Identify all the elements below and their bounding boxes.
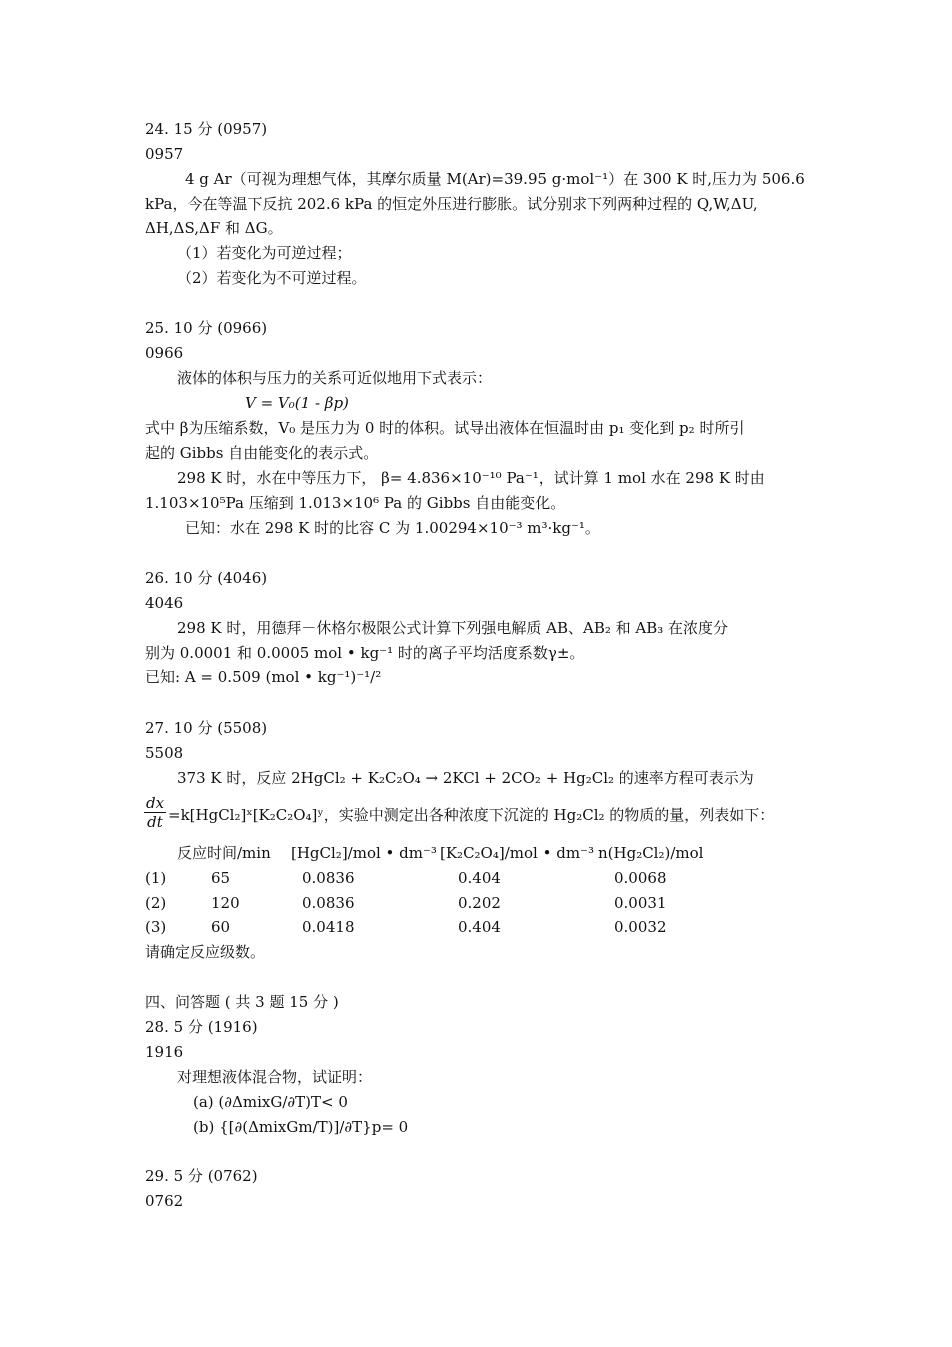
q28-code: 1916 [145,1043,184,1061]
q29-code: 0762 [145,1192,184,1210]
q24-heading: 24. 15 分 (0957) [145,120,268,138]
rate-fraction-denominator: dt [147,813,163,831]
table-row-1-n: 0.0068 [614,869,667,887]
q25-line-3: 起的 Gibbs 自由能变化的表示式。 [145,444,379,462]
q25-line-1: 液体的体积与压力的关系可近似地用下式表示： [177,369,493,387]
q28-item-a: (a) (∂ΔmixG/∂T)T< 0 [193,1093,348,1111]
rate-fraction-numerator: dx [145,794,165,812]
q24-line-1: 4 g Ar（可视为理想气体，其摩尔质量 M(Ar)=39.95 g·mol⁻¹）在 300 K 时,压力为 506.6 [185,170,805,188]
q25-line-6: 已知：水在 298 K 时的比容 C 为 1.00294×10⁻³ m³·kg⁻¹。 [185,519,600,537]
q24-code: 0957 [145,145,184,163]
q27-line-1: 373 K 时，反应 2HgCl₂ + K₂C₂O₄ → 2KCl + 2CO₂ + Hg₂Cl₂ 的速率方程可表示为 [177,769,754,787]
q25-equation: V = V₀(1 - βp) [245,394,349,412]
q27-heading: 27. 10 分 (5508) [145,719,268,737]
q25-line-5: 1.103×10⁵Pa 压缩到 1.013×10⁶ Pa 的 Gibbs 自由能变化。 [145,494,566,512]
table-row-1-hgcl2: 0.0836 [302,869,355,887]
table-row-2-n: 0.0031 [614,894,667,912]
table-header-k2c2o4: [K₂C₂O₄]/mol • dm⁻³ [440,844,594,862]
rate-fraction [144,794,166,831]
q27-code: 5508 [145,744,184,762]
table-row-2-time: 120 [211,894,240,912]
section-4-heading: 四、问答题 ( 共 3 题 15 分 ) [145,993,339,1011]
q26-line-1: 298 K 时，用德拜－休格尔极限公式计算下列强电解质 AB、AB₂ 和 AB₃ 在浓度分 [177,619,729,637]
q27-line-2: =k[HgCl₂]ˣ[K₂C₂O₄]ʸ，实验中测定出各种浓度下沉淀的 Hg₂Cl₂ 的物质的量，列表如下： [168,806,775,824]
q26-line-3: 已知: A = 0.509 (mol • kg⁻¹)⁻¹/² [145,668,382,686]
q24-item-1: （1）若变化为可逆过程； [177,244,352,262]
table-header-hgcl2: [HgCl₂]/mol • dm⁻³ [291,844,437,862]
table-row-1-k2c2o4: 0.404 [458,869,501,887]
q25-line-2: 式中 β为压缩系数，V₀ 是压力为 0 时的体积。试导出液体在恒温时由 p₁ 变化到 p₂ 时所引 [145,419,745,437]
table-row-2-k2c2o4: 0.202 [458,894,501,912]
table-row-1-no: (1) [145,869,167,887]
q26-heading: 26. 10 分 (4046) [145,569,268,587]
q25-code: 0966 [145,344,184,362]
table-row-3-no: (3) [145,918,167,936]
table-row-3-k2c2o4: 0.404 [458,918,501,936]
q27-line-3: 请确定反应级数。 [145,943,266,961]
q25-line-4: 298 K 时，水在中等压力下， β= 4.836×10⁻¹⁰ Pa⁻¹，试计算 1 mol 水在 298 K 时由 [177,469,765,487]
q29-heading: 29. 5 分 (0762) [145,1167,258,1185]
q24-line-3: ΔH,ΔS,ΔF 和 ΔG。 [145,219,283,237]
table-row-1-time: 65 [211,869,231,887]
table-row-3-hgcl2: 0.0418 [302,918,355,936]
table-row-2-no: (2) [145,894,167,912]
q28-line-1: 对理想液体混合物，试证明： [177,1068,373,1086]
q24-item-2: （2）若变化为不可逆过程。 [177,269,367,287]
table-header-n: n(Hg₂Cl₂)/mol [598,844,704,862]
table-row-3-time: 60 [211,918,231,936]
table-header-time: 反应时间/min [177,844,271,862]
table-row-3-n: 0.0032 [614,918,667,936]
q25-heading: 25. 10 分 (0966) [145,319,268,337]
q24-line-2: kPa，今在等温下反抗 202.6 kPa 的恒定外压进行膨胀。试分别求下列两种过程的 Q,W,ΔU, [145,195,758,213]
q26-code: 4046 [145,594,184,612]
q28-item-b: (b) {[∂(ΔmixGm/T)]/∂T}p= 0 [193,1118,409,1136]
table-row-2-hgcl2: 0.0836 [302,894,355,912]
q26-line-2: 别为 0.0001 和 0.0005 mol • kg⁻¹ 时的离子平均活度系数γ±。 [145,644,585,662]
q28-heading: 28. 5 分 (1916) [145,1018,258,1036]
